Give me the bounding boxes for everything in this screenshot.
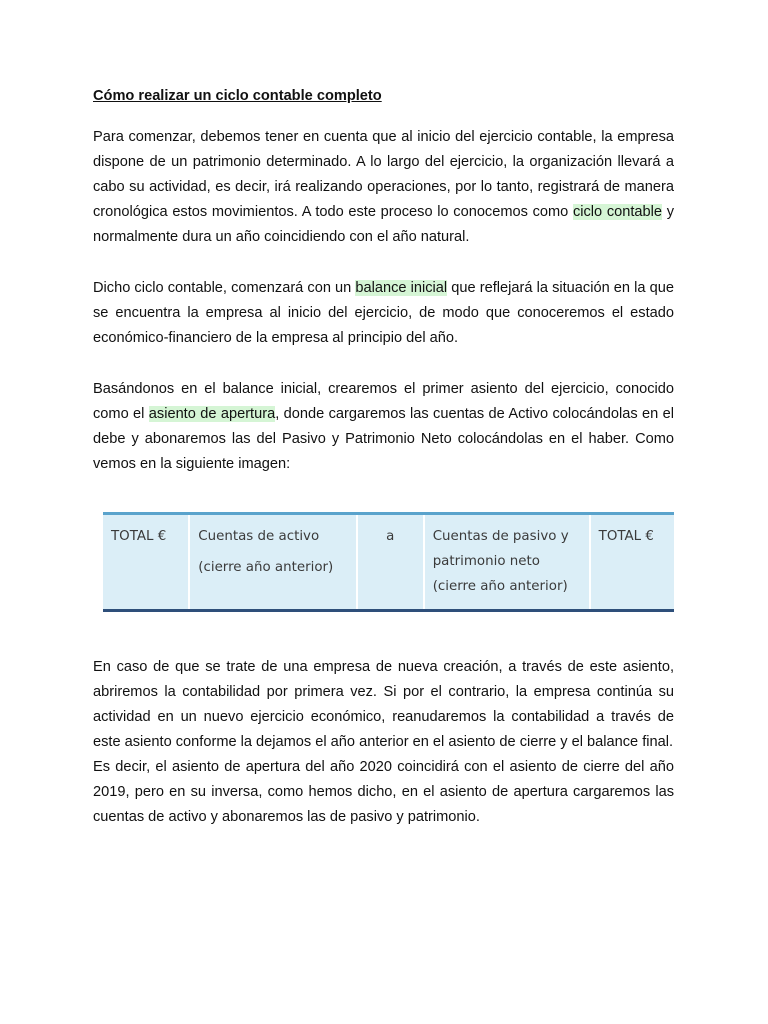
- paragraph-nueva-creacion: En caso de que se trate de una empresa de nueva creación, a través de este asiento, abriremos la contabilidad por primera vez. Si por el contrario, la empresa continúa su actividad en un nuevo ejercicio económico, reanudaremos la contabilidad a través de este asiento conforme la dejamos el año anterior en el asiento de cierre y el balance final.: [93, 659, 674, 750]
- credit-total-label: TOTAL €: [598, 529, 654, 544]
- highlight-asiento-apertura: asiento de apertura: [148, 406, 276, 422]
- paragraph-balance-text-start: Dicho ciclo contable, comenzará con un: [93, 280, 356, 296]
- document-page: [93, 86, 674, 830]
- paragraph-apertura-text-start: Basándonos en el balance inicial, crearemos el primer asiento del ejercicio, conocido como el: [93, 381, 674, 422]
- credit-accounts-cell: [424, 514, 590, 611]
- debit-accounts-line-1: Cuentas de activo: [198, 529, 320, 544]
- debit-accounts-cell: [189, 514, 357, 611]
- opening-entry-table: [103, 512, 674, 612]
- debit-total-label: TOTAL €: [111, 529, 167, 544]
- paragraph-apertura-text-end: , donde cargaremos las cuentas de Activo colocándolas en el debe y abonaremos las del Pasivo y Patrimonio Neto colocándolas en el haber. Como vemos en la siguiente imagen:: [93, 406, 674, 472]
- paragraph-asiento-apertura: [93, 377, 674, 477]
- paragraph-balance-text-end: que reflejará la situación en la que se encuentra la empresa al inicio del ejercicio, de modo que conoceremos el estado económico-financiero de la empresa al principio del año.: [93, 280, 674, 346]
- paragraph-balance-inicial: [93, 276, 674, 351]
- paragraph-es-decir: Es decir, el asiento de apertura del año 2020 coincidirá con el asiento de cierre del año 2019, pero en su inversa, como hemos dicho, en el asiento de apertura cargaremos las cuentas de activo y abonaremos las de pasivo y patrimonio.: [93, 759, 674, 825]
- paragraph-intro-text-start: Para comenzar, debemos tener en cuenta que al inicio del ejercicio contable, la empresa dispone de un patrimonio determinado. A lo largo del ejercicio, la organización llevará a cabo su actividad, es decir, irá realizando operaciones, por lo tanto, registrará de manera cronológica estos movimientos. A todo este proceso lo conocemos como: [93, 129, 674, 220]
- credit-accounts-line-3: (cierre año anterior): [432, 579, 568, 594]
- paragraph-intro-text-end: y normalmente dura un año coincidiendo con el año natural.: [93, 204, 675, 245]
- credit-total-cell: [590, 514, 674, 611]
- table-row: [103, 514, 674, 611]
- document-title: Cómo realizar un ciclo contable completo: [93, 88, 382, 104]
- debit-accounts-line-2: (cierre año anterior): [198, 560, 334, 575]
- separator-cell: [357, 514, 424, 611]
- opening-entry-figure: [103, 512, 674, 612]
- credit-accounts-line-2: patrimonio neto: [432, 554, 540, 569]
- credit-accounts-line-1: Cuentas de pasivo y: [432, 529, 569, 544]
- paragraph-intro: [93, 125, 674, 250]
- debit-total-cell: [103, 514, 189, 611]
- separator-label: a: [386, 529, 395, 544]
- highlight-ciclo-contable: ciclo contable: [572, 204, 663, 220]
- highlight-balance-inicial: balance inicial: [355, 280, 448, 296]
